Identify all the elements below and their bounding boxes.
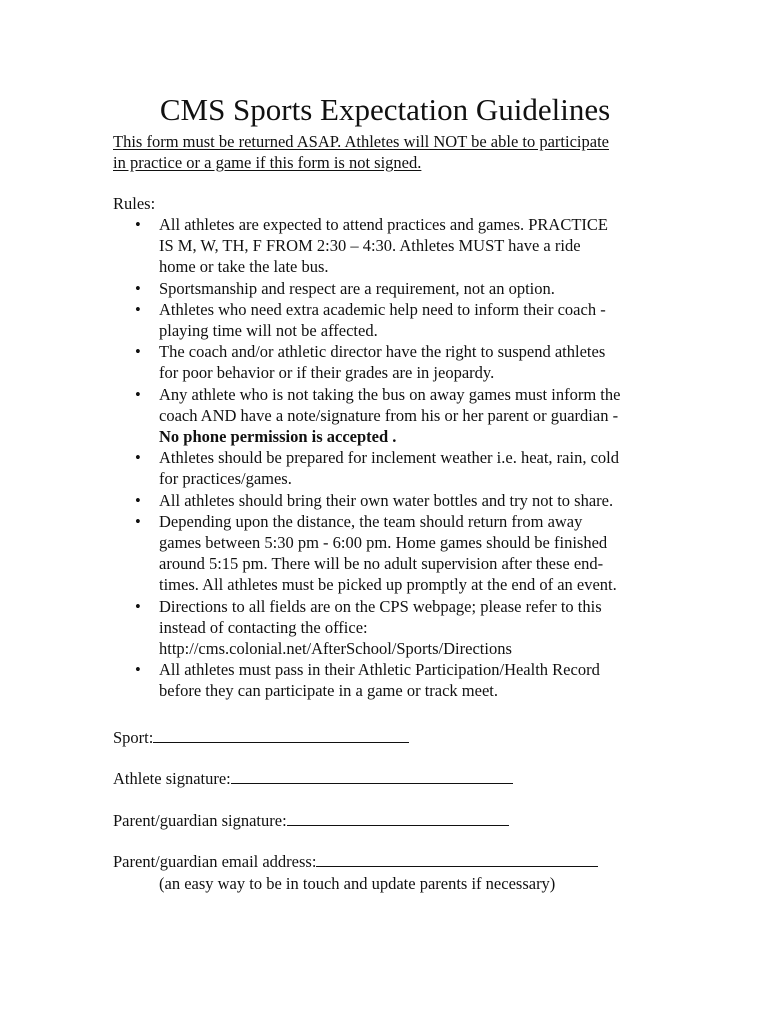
rules-list <box>113 214 673 702</box>
rule-text-line: Sportsmanship and respect are a requirement, not an option. <box>159 278 555 298</box>
rule-item <box>113 299 673 341</box>
document-title: CMS Sports Expectation Guidelines <box>159 92 611 127</box>
notice-line-2: in practice or a game if this form is not signed. <box>113 153 422 172</box>
rule-text-line: Depending upon the distance, the team should return from away <box>159 511 583 531</box>
parent-email-label: Parent/guardian email address: <box>113 852 317 871</box>
sport-field[interactable] <box>113 727 409 748</box>
rule-item <box>113 214 673 278</box>
bullet-icon: • <box>135 215 141 234</box>
rule-item <box>113 659 673 701</box>
sport-label: Sport: <box>113 728 154 747</box>
bullet-icon: • <box>135 490 141 510</box>
athlete-signature-blank-line[interactable] <box>231 769 513 784</box>
rule-text-line: times. All athletes must be picked up promptly at the end of an event. <box>159 575 617 595</box>
rule-text-line: games between 5:30 pm - 6:00 pm. Home games should be finished <box>159 533 608 553</box>
rule-text-line: http://cms.colonial.net/AfterSchool/Sports/Directions <box>159 639 512 659</box>
rule-text-line: instead of contacting the office: <box>159 617 368 637</box>
return-notice <box>113 131 673 173</box>
rule-item <box>113 596 673 660</box>
rule-text-line: All athletes should bring their own water bottles and try not to share. <box>159 490 614 510</box>
bullet-icon: • <box>135 299 141 319</box>
rule-text-line: Directions to all fields are on the CPS webpage; please refer to this <box>159 596 602 616</box>
sport-blank-line[interactable] <box>153 728 409 743</box>
rule-text-line: IS M, W, TH, F FROM 2:30 – 4:30. Athletes MUST have a ride <box>159 236 581 256</box>
parent-signature-label: Parent/guardian signature: <box>113 811 287 830</box>
bullet-icon: • <box>135 342 141 362</box>
parent-signature-blank-line[interactable] <box>287 811 509 826</box>
rule-item <box>113 278 673 299</box>
bullet-icon: • <box>135 278 141 298</box>
rule-text-line: All athletes must pass in their Athletic Participation/Health Record <box>159 660 600 680</box>
rule-item <box>113 384 673 448</box>
athlete-signature-field[interactable] <box>113 768 513 789</box>
athlete-signature-label: Athlete signature: <box>113 769 231 788</box>
rule-text-line: for poor behavior or if their grades are in jeopardy. <box>159 363 495 383</box>
bullet-icon: • <box>135 660 141 680</box>
parent-email-note: (an easy way to be in touch and update parents if necessary) <box>159 874 556 893</box>
bullet-icon: • <box>135 448 141 468</box>
parent-signature-field[interactable] <box>113 810 509 831</box>
rule-text-line: coach AND have a note/signature from his or her parent or guardian - <box>159 405 619 425</box>
rule-item <box>113 490 673 511</box>
rule-text-line: All athletes are expected to attend practices and games. PRACTICE <box>159 215 609 234</box>
bullet-icon: • <box>135 511 141 531</box>
rule-item <box>113 341 673 383</box>
rule-item <box>113 447 673 489</box>
bullet-icon: • <box>135 384 141 404</box>
parent-email-field[interactable] <box>113 851 598 872</box>
rule-item <box>113 511 673 596</box>
rule-text-line: for practices/games. <box>159 469 292 489</box>
rule-text-line: Athletes who need extra academic help need to inform their coach - <box>159 299 606 319</box>
bullet-icon: • <box>135 596 141 616</box>
rules-heading: Rules: <box>113 194 156 213</box>
rule-text-line: Any athlete who is not taking the bus on away games must inform the <box>159 384 621 404</box>
rule-text-line: before they can participate in a game or track meet. <box>159 681 498 701</box>
notice-line-1: This form must be returned ASAP. Athletes will NOT be able to participate <box>113 132 609 151</box>
rule-bold-line: No phone permission is accepted . <box>159 427 397 447</box>
rule-text-line: Athletes should be prepared for inclement weather i.e. heat, rain, cold <box>159 448 619 468</box>
rule-text-line: The coach and/or athletic director have the right to suspend athletes <box>159 342 606 362</box>
rule-text-line: playing time will not be affected. <box>159 321 378 341</box>
parent-email-blank-line[interactable] <box>316 852 598 867</box>
rule-text-line: home or take the late bus. <box>159 257 329 277</box>
rule-text-line: around 5:15 pm. There will be no adult supervision after these end- <box>159 554 604 574</box>
